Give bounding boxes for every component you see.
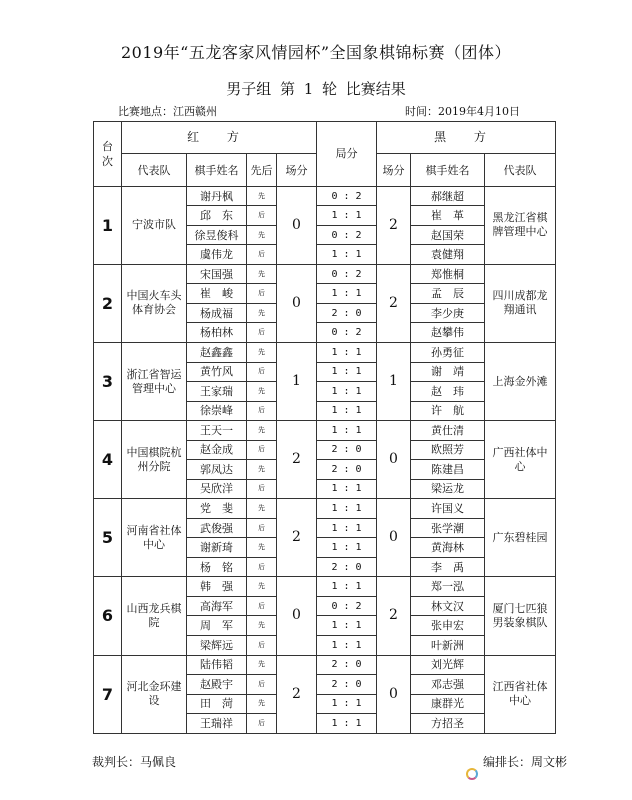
black-match-points: 0 <box>377 421 411 499</box>
red-player-name: 赵金成 <box>187 440 247 460</box>
header-round: 台次 <box>94 122 122 187</box>
game-score: 1 : 1 <box>317 362 377 382</box>
venue-info <box>118 103 217 119</box>
game-score: 1 : 1 <box>317 479 377 499</box>
game-score: 1 : 1 <box>317 382 377 402</box>
black-match-points: 2 <box>377 186 411 264</box>
move-order: 先 <box>247 460 277 480</box>
red-match-points: 2 <box>277 499 317 577</box>
game-score: 2 : 0 <box>317 440 377 460</box>
red-match-points: 0 <box>277 577 317 655</box>
red-player-name: 韩 强 <box>187 577 247 597</box>
black-player-name: 欧照芳 <box>411 440 485 460</box>
red-player-name: 党 斐 <box>187 499 247 519</box>
black-match-points: 2 <box>377 264 411 342</box>
arranger-name: 周文彬 <box>531 755 568 769</box>
move-order: 先 <box>247 303 277 323</box>
black-player-name: 李 禹 <box>411 557 485 577</box>
red-player-name: 周 军 <box>187 616 247 636</box>
game-score: 0 : 2 <box>317 323 377 343</box>
game-score: 2 : 0 <box>317 675 377 695</box>
table-row <box>94 421 556 441</box>
game-score: 2 : 0 <box>317 557 377 577</box>
move-order: 后 <box>247 675 277 695</box>
referee-info <box>92 753 176 770</box>
game-score: 1 : 1 <box>317 245 377 265</box>
red-team-name: 中国棋院杭州分院 <box>122 421 187 499</box>
move-order: 先 <box>247 499 277 519</box>
game-score: 1 : 1 <box>317 401 377 421</box>
red-player-name: 崔 峻 <box>187 284 247 304</box>
black-match-points: 0 <box>377 499 411 577</box>
red-player-name: 武俊强 <box>187 518 247 538</box>
move-order: 先 <box>247 655 277 675</box>
move-order: 先 <box>247 264 277 284</box>
black-team-name: 厦门七匹狼男装象棋队 <box>485 577 556 655</box>
black-player-name: 邓志强 <box>411 675 485 695</box>
round-number: 5 <box>94 499 122 577</box>
move-order: 后 <box>247 206 277 226</box>
red-player-name: 赵殿宇 <box>187 675 247 695</box>
black-player-name: 袁健翔 <box>411 245 485 265</box>
round-number: 6 <box>94 577 122 655</box>
header-black: 黑 方 <box>377 122 556 154</box>
black-player-name: 康群光 <box>411 694 485 714</box>
move-order: 后 <box>247 557 277 577</box>
red-team-name: 河北金环建设 <box>122 655 187 734</box>
black-player-name: 李少庚 <box>411 303 485 323</box>
red-match-points: 2 <box>277 655 317 734</box>
black-match-points: 2 <box>377 577 411 655</box>
black-team-name: 广东碧桂园 <box>485 499 556 577</box>
move-order: 后 <box>247 479 277 499</box>
header-red: 红 方 <box>122 122 317 154</box>
game-score: 1 : 1 <box>317 577 377 597</box>
red-player-name: 杨成福 <box>187 303 247 323</box>
header-red-points: 场分 <box>277 154 317 186</box>
game-score: 1 : 1 <box>317 694 377 714</box>
game-score: 0 : 2 <box>317 264 377 284</box>
game-score: 1 : 1 <box>317 284 377 304</box>
black-player-name: 叶新洲 <box>411 635 485 655</box>
game-score: 2 : 0 <box>317 303 377 323</box>
move-order: 先 <box>247 343 277 363</box>
black-player-name: 黄海林 <box>411 538 485 558</box>
move-order: 后 <box>247 714 277 734</box>
watermark-logo-icon <box>466 768 478 780</box>
black-player-name: 黄仕清 <box>411 421 485 441</box>
document-title: 2019年“五龙客家风情园杯”全国象棋锦标赛（团体） <box>120 43 512 62</box>
round-number: 4 <box>94 421 122 499</box>
arranger-info <box>483 753 567 770</box>
table-row <box>94 499 556 519</box>
black-player-name: 郑一泓 <box>411 577 485 597</box>
red-match-points: 2 <box>277 421 317 499</box>
red-match-points: 0 <box>277 264 317 342</box>
move-order: 先 <box>247 538 277 558</box>
arranger-label: 编排长： <box>483 755 532 769</box>
header-red-player: 棋手姓名 <box>187 154 247 186</box>
game-score: 0 : 2 <box>317 225 377 245</box>
red-player-name: 陆伟韬 <box>187 655 247 675</box>
black-player-name: 刘光辉 <box>411 655 485 675</box>
red-player-name: 王天一 <box>187 421 247 441</box>
game-score: 0 : 2 <box>317 596 377 616</box>
time-value: 2019年4月10日 <box>438 105 520 118</box>
time-label: 时间： <box>405 105 438 118</box>
black-player-name: 梁运龙 <box>411 479 485 499</box>
red-match-points: 1 <box>277 343 317 421</box>
time-info <box>405 103 520 119</box>
header-black-points: 场分 <box>377 154 411 186</box>
header-black-player: 棋手姓名 <box>411 154 485 186</box>
round-number: 7 <box>94 655 122 734</box>
red-team-name: 河南省社体中心 <box>122 499 187 577</box>
red-team-name: 山西龙兵棋院 <box>122 577 187 655</box>
black-player-name: 赵攀伟 <box>411 323 485 343</box>
game-score: 1 : 1 <box>317 518 377 538</box>
header-game-score: 局分 <box>317 122 377 187</box>
red-player-name: 杨 铭 <box>187 557 247 577</box>
table-row <box>94 264 556 284</box>
game-score: 1 : 1 <box>317 714 377 734</box>
round-number: 2 <box>94 264 122 342</box>
red-player-name: 虞伟龙 <box>187 245 247 265</box>
table-row <box>94 577 556 597</box>
black-player-name: 郑惟桐 <box>411 264 485 284</box>
header-black-team: 代表队 <box>485 154 556 186</box>
black-team-name: 四川成都龙翔通讯 <box>485 264 556 342</box>
black-player-name: 张申宏 <box>411 616 485 636</box>
venue-label: 比赛地点： <box>118 105 173 118</box>
game-score: 1 : 1 <box>317 635 377 655</box>
red-player-name: 梁辉远 <box>187 635 247 655</box>
red-player-name: 高海军 <box>187 596 247 616</box>
move-order: 先 <box>247 577 277 597</box>
black-player-name: 赵 玮 <box>411 382 485 402</box>
header-red-team: 代表队 <box>122 154 187 186</box>
move-order: 后 <box>247 284 277 304</box>
referee-name: 马佩良 <box>140 755 177 769</box>
red-player-name: 谢新琦 <box>187 538 247 558</box>
move-order: 后 <box>247 245 277 265</box>
red-player-name: 田 菏 <box>187 694 247 714</box>
results-table <box>93 121 556 734</box>
red-player-name: 黄竹风 <box>187 362 247 382</box>
move-order: 先 <box>247 225 277 245</box>
move-order: 先 <box>247 694 277 714</box>
move-order: 先 <box>247 186 277 206</box>
table-row <box>94 343 556 363</box>
referee-label: 裁判长： <box>92 755 141 769</box>
red-player-name: 邱 东 <box>187 206 247 226</box>
round-number: 3 <box>94 343 122 421</box>
red-player-name: 徐昱俊科 <box>187 225 247 245</box>
table-row <box>94 186 556 206</box>
black-player-name: 许国义 <box>411 499 485 519</box>
move-order: 后 <box>247 362 277 382</box>
black-player-name: 谢 靖 <box>411 362 485 382</box>
red-player-name: 王家瑞 <box>187 382 247 402</box>
black-player-name: 崔 革 <box>411 206 485 226</box>
move-order: 先 <box>247 382 277 402</box>
move-order: 先 <box>247 616 277 636</box>
game-score: 1 : 1 <box>317 616 377 636</box>
game-score: 1 : 1 <box>317 499 377 519</box>
move-order: 后 <box>247 635 277 655</box>
venue-value: 江西赣州 <box>173 105 217 118</box>
red-match-points: 0 <box>277 186 317 264</box>
black-player-name: 孙勇征 <box>411 343 485 363</box>
move-order: 后 <box>247 596 277 616</box>
black-player-name: 孟 辰 <box>411 284 485 304</box>
black-player-name: 林文汉 <box>411 596 485 616</box>
red-player-name: 徐崇峰 <box>187 401 247 421</box>
game-score: 0 : 2 <box>317 186 377 206</box>
move-order: 后 <box>247 440 277 460</box>
game-score: 1 : 1 <box>317 421 377 441</box>
black-player-name: 许 航 <box>411 401 485 421</box>
black-player-name: 陈建昌 <box>411 460 485 480</box>
game-score: 2 : 0 <box>317 460 377 480</box>
black-match-points: 1 <box>377 343 411 421</box>
black-team-name: 上海金外滩 <box>485 343 556 421</box>
black-team-name: 江西省社体中心 <box>485 655 556 734</box>
move-order: 后 <box>247 401 277 421</box>
table-row <box>94 655 556 675</box>
black-player-name: 方招圣 <box>411 714 485 734</box>
black-match-points: 0 <box>377 655 411 734</box>
red-player-name: 宋国强 <box>187 264 247 284</box>
black-player-name: 郝继超 <box>411 186 485 206</box>
game-score: 2 : 0 <box>317 655 377 675</box>
red-player-name: 王瑞祥 <box>187 714 247 734</box>
move-order: 后 <box>247 323 277 343</box>
red-player-name: 赵鑫鑫 <box>187 343 247 363</box>
red-player-name: 谢丹枫 <box>187 186 247 206</box>
red-team-name: 中国火车头体育协会 <box>122 264 187 342</box>
move-order: 后 <box>247 518 277 538</box>
game-score: 1 : 1 <box>317 206 377 226</box>
black-team-name: 广西社体中心 <box>485 421 556 499</box>
red-player-name: 杨柏林 <box>187 323 247 343</box>
red-player-name: 吴欣洋 <box>187 479 247 499</box>
red-player-name: 郭凤达 <box>187 460 247 480</box>
red-team-name: 浙江省智运管理中心 <box>122 343 187 421</box>
round-number: 1 <box>94 186 122 264</box>
move-order: 先 <box>247 421 277 441</box>
header-order: 先后 <box>247 154 277 186</box>
black-team-name: 黑龙江省棋牌管理中心 <box>485 186 556 264</box>
document-subtitle: 男子组 第 1 轮 比赛结果 <box>226 80 406 98</box>
game-score: 1 : 1 <box>317 538 377 558</box>
black-player-name: 赵国荣 <box>411 225 485 245</box>
black-player-name: 张学潮 <box>411 518 485 538</box>
game-score: 1 : 1 <box>317 343 377 363</box>
red-team-name: 宁波市队 <box>122 186 187 264</box>
